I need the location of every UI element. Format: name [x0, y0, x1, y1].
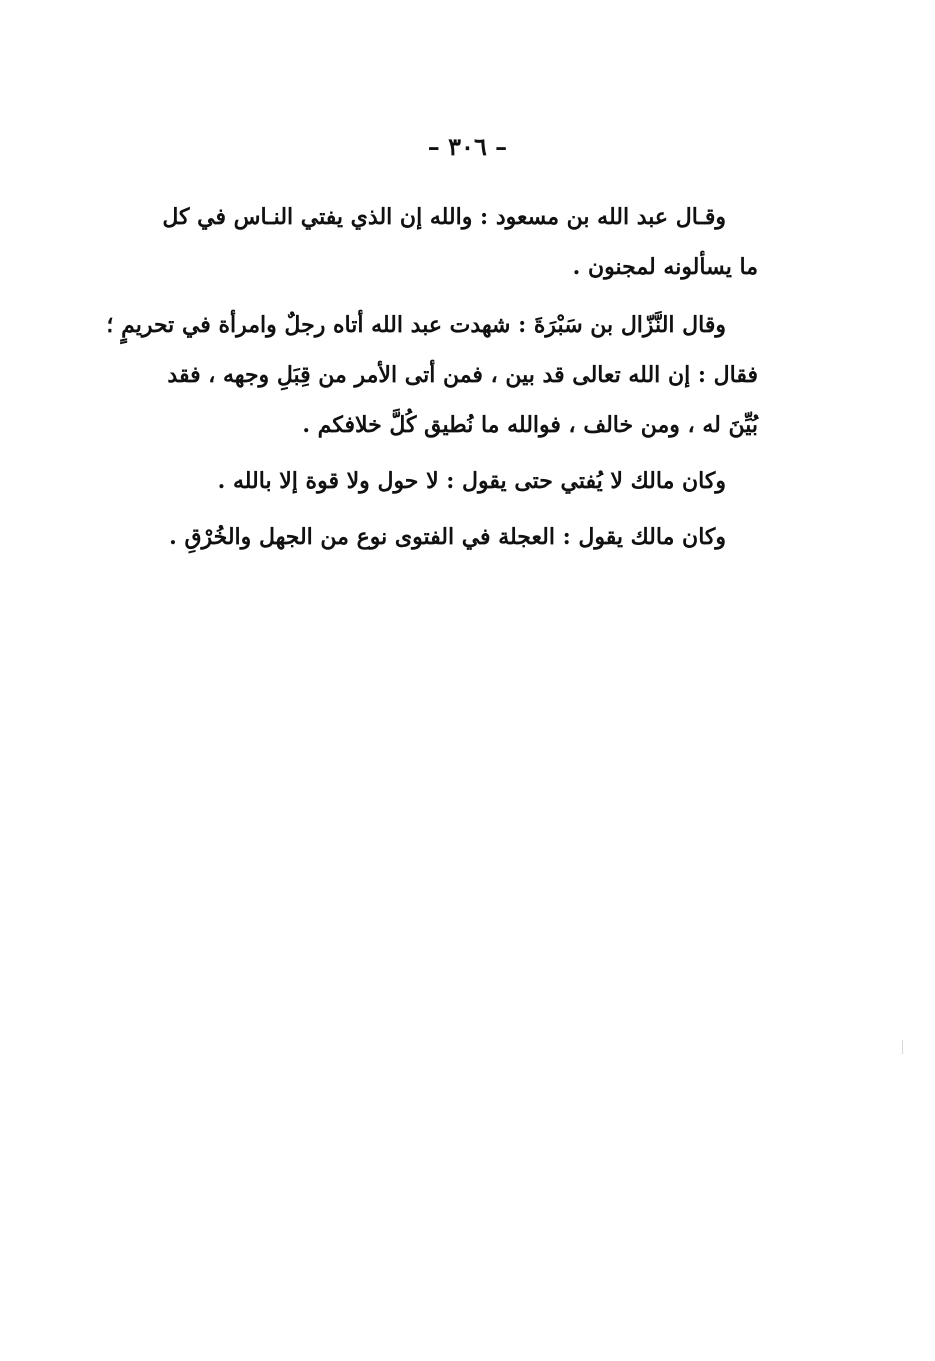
text-line: وقـال عبد الله بن مسعود : والله إن الذي يفتي النـاس في كل [162, 204, 726, 230]
text-line: وكان مالك لا يُفتي حتى يقول : لا حول ولا قوة إلا بالله . [217, 468, 726, 494]
text-line: وكان مالك يقول : العجلة في الفتوى نوع من الجهل والخُرْقِ . [169, 524, 726, 550]
scan-artifact-mark [902, 1040, 903, 1054]
text-line: ما يسألونه لمجنون . [572, 254, 758, 280]
paragraph-malik-al-ajala [108, 512, 758, 562]
body-text [108, 192, 758, 562]
paragraph-nazzal-ibn-sabra [108, 300, 758, 450]
paragraph-ibn-masud [108, 192, 758, 292]
text-line: بُيِّنَ له ، ومن خالف ، فوالله ما نُطيق كُلَّ خلافكم . [302, 412, 758, 438]
text-line: وقال النَّزّال بن سَبْرَةَ : شهدت عبد الله أتاه رجلٌ وامرأة في تحريمٍ ؛ [106, 312, 726, 338]
page-number: – ٣٠٦ – [427, 132, 508, 161]
text-line: فقال : إن الله تعالى قد بين ، فمن أتى الأمر من قِبَلِ وجهه ، فقد [167, 362, 758, 388]
paragraph-malik-la-hawla [108, 456, 758, 506]
